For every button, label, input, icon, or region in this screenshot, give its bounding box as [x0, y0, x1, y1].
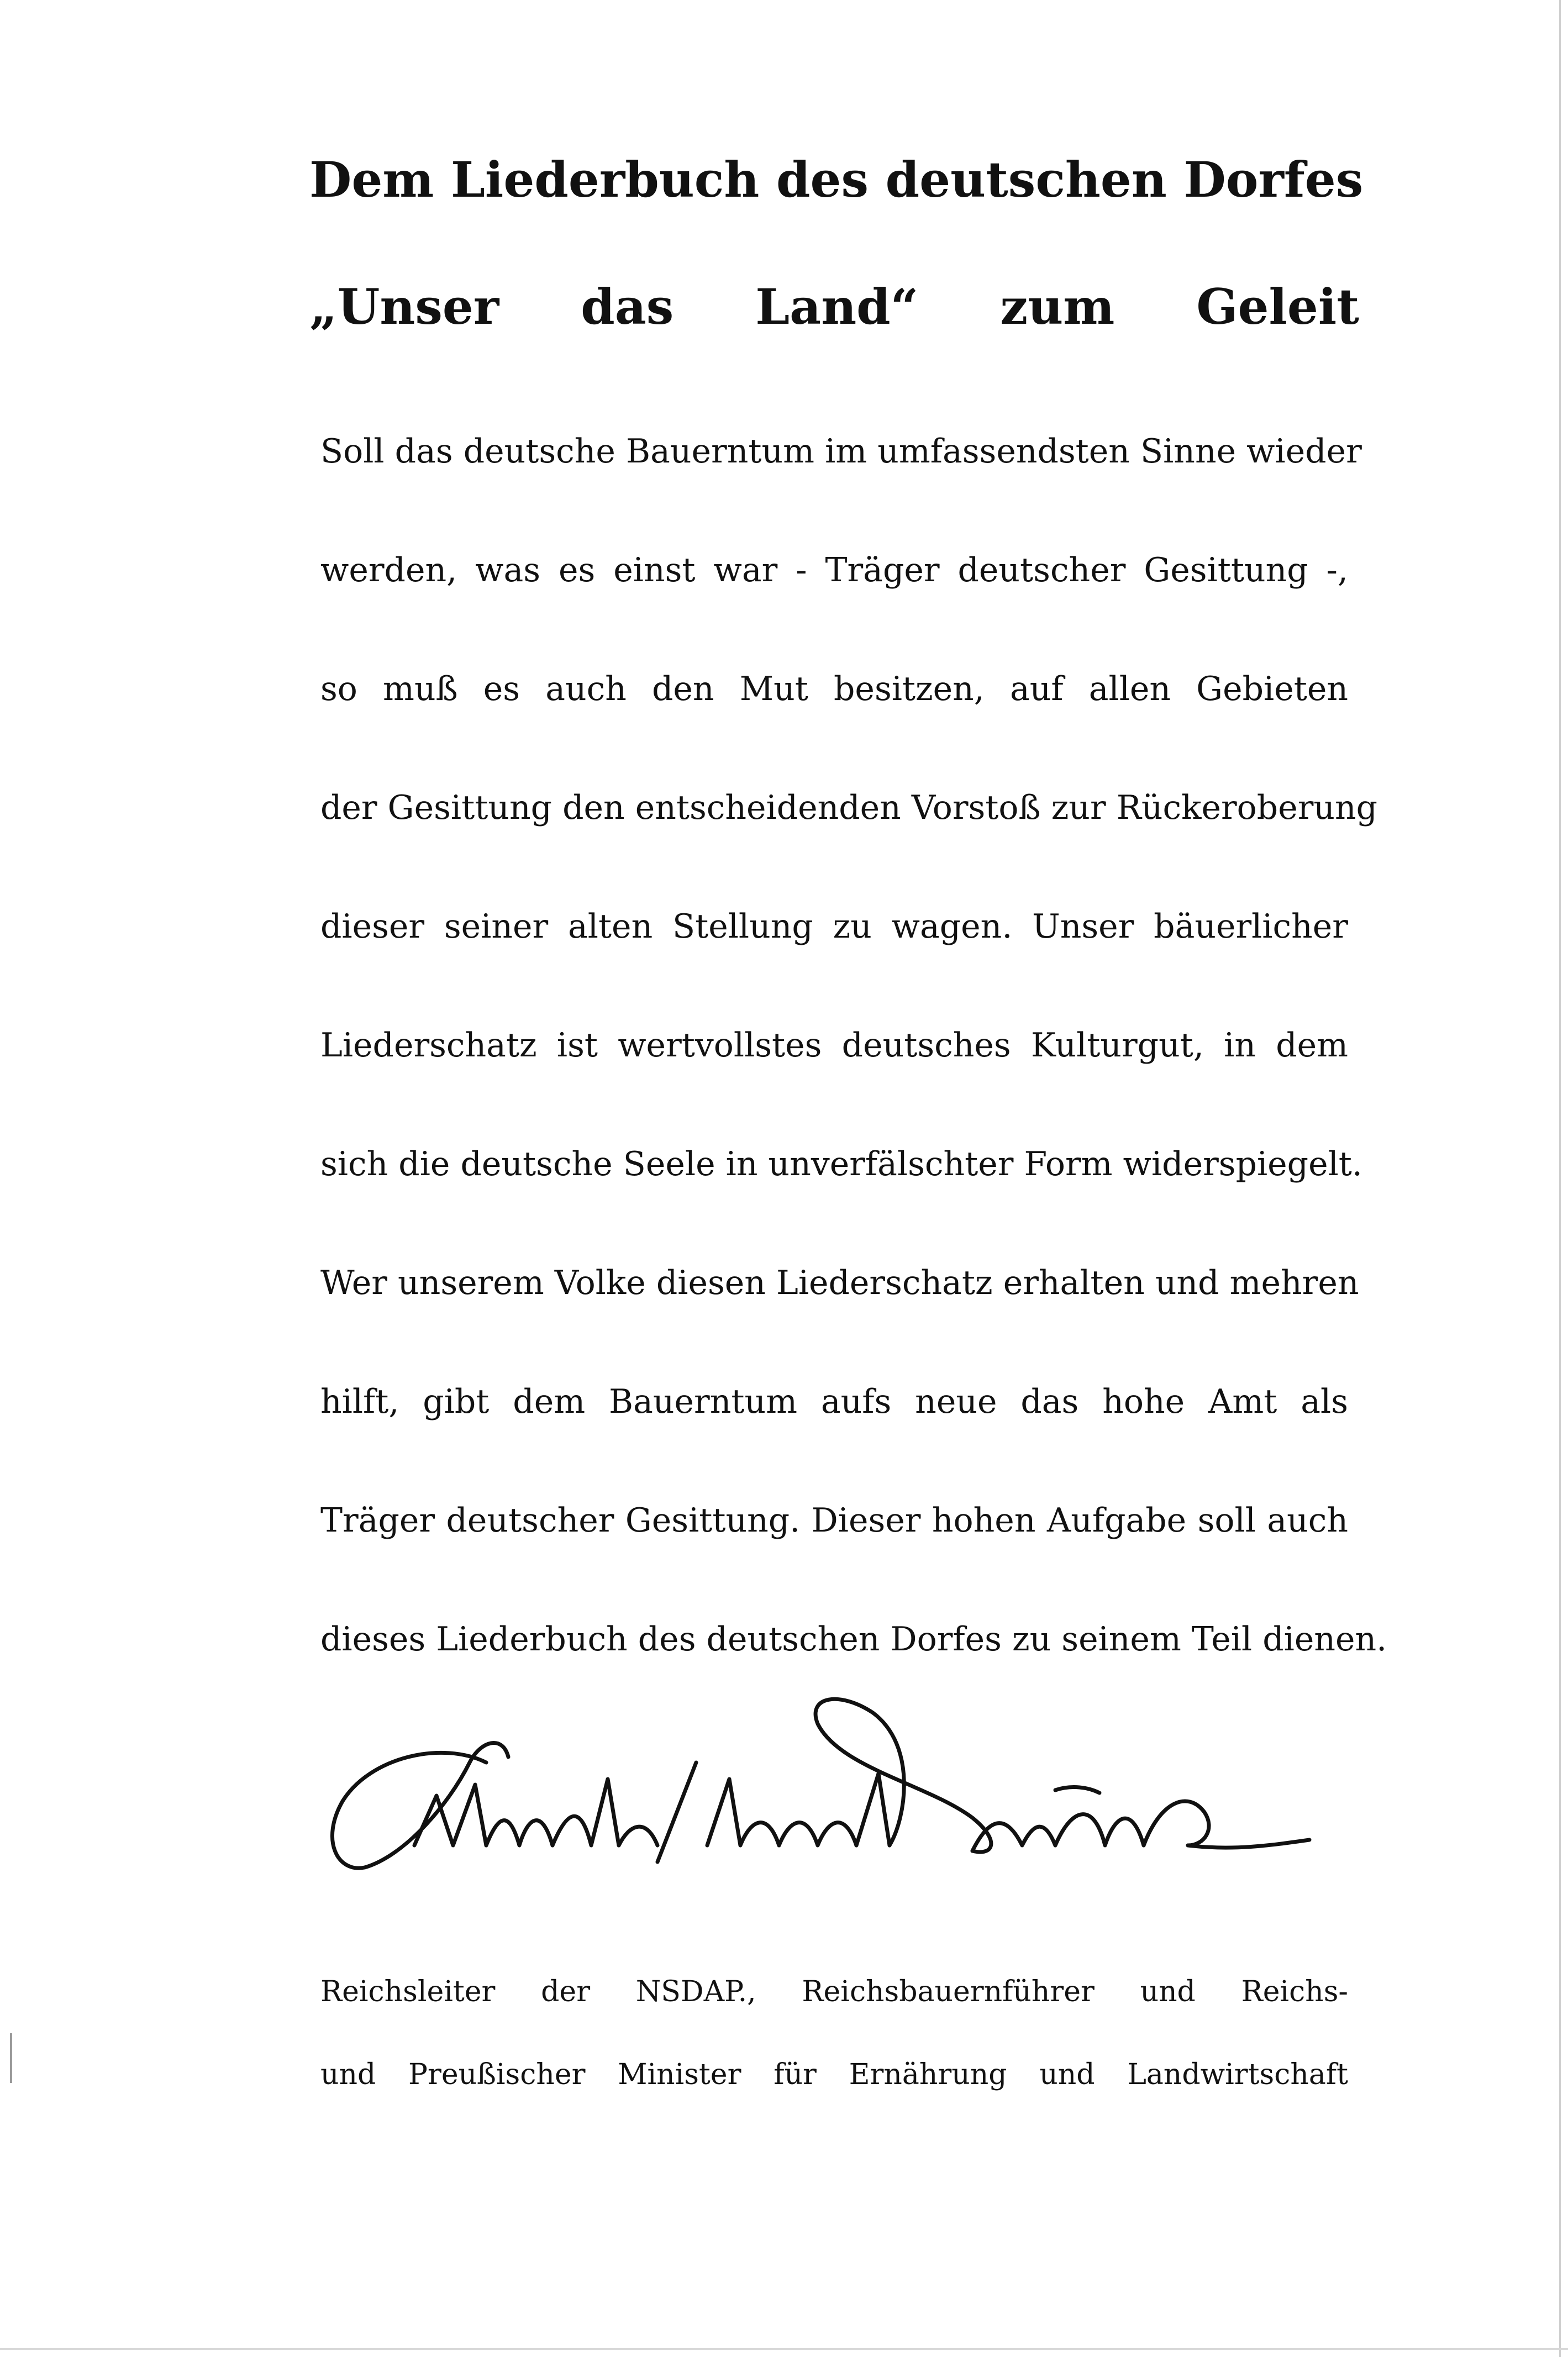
handwritten-signature: [320, 1680, 1359, 1912]
page-edge-right: [1559, 0, 1561, 2357]
caption-line-2: und Preußischer Minister für Ernährung und Landwirtschaft: [320, 2058, 1348, 2091]
page-edge-bottom: [0, 2348, 1568, 2350]
signatory-caption: [320, 1950, 1348, 2116]
body-line-4: der Gesittung den entscheidenden Vorstoß zur Rückeroberung: [320, 788, 1378, 827]
body-line-10: Träger deutscher Gesittung. Dieser hohen Aufgabe soll auch: [320, 1501, 1348, 1540]
title-line-1: Dem Liederbuch des deutschen Dorfes: [309, 151, 1364, 208]
body-text: [320, 392, 1387, 1699]
body-line-7: sich die deutsche Seele in unverfälschter Form widerspiegelt.: [320, 1145, 1362, 1183]
body-line-1: Soll das deutsche Bauerntum im umfassendsten Sinne wieder: [320, 432, 1362, 471]
title-block: [309, 116, 1364, 370]
body-line-5: dieser seiner alten Stellung zu wagen. Unser bäuerlicher: [320, 907, 1348, 946]
scan-margin-mark: [10, 2033, 12, 2083]
caption-line-1: Reichsleiter der NSDAP., Reichsbauernführer und Reichs-: [320, 1975, 1348, 2008]
body-line-2: werden, was es einst war - Träger deutscher Gesittung -,: [320, 551, 1348, 590]
body-line-9: hilft, gibt dem Bauerntum aufs neue das hohe Amt als: [320, 1382, 1348, 1421]
body-line-11: dieses Liederbuch des deutschen Dorfes zu seinem Teil dienen.: [320, 1620, 1387, 1659]
body-line-8: Wer unserem Volke diesen Liederschatz erhalten und mehren: [320, 1264, 1359, 1302]
body-line-3: so muß es auch den Mut besitzen, auf allen Gebieten: [320, 670, 1348, 708]
body-line-6: Liederschatz ist wertvollstes deutsches Kulturgut, in dem: [320, 1026, 1348, 1065]
title-line-2: „Unser das Land“ zum Geleit: [309, 278, 1359, 335]
